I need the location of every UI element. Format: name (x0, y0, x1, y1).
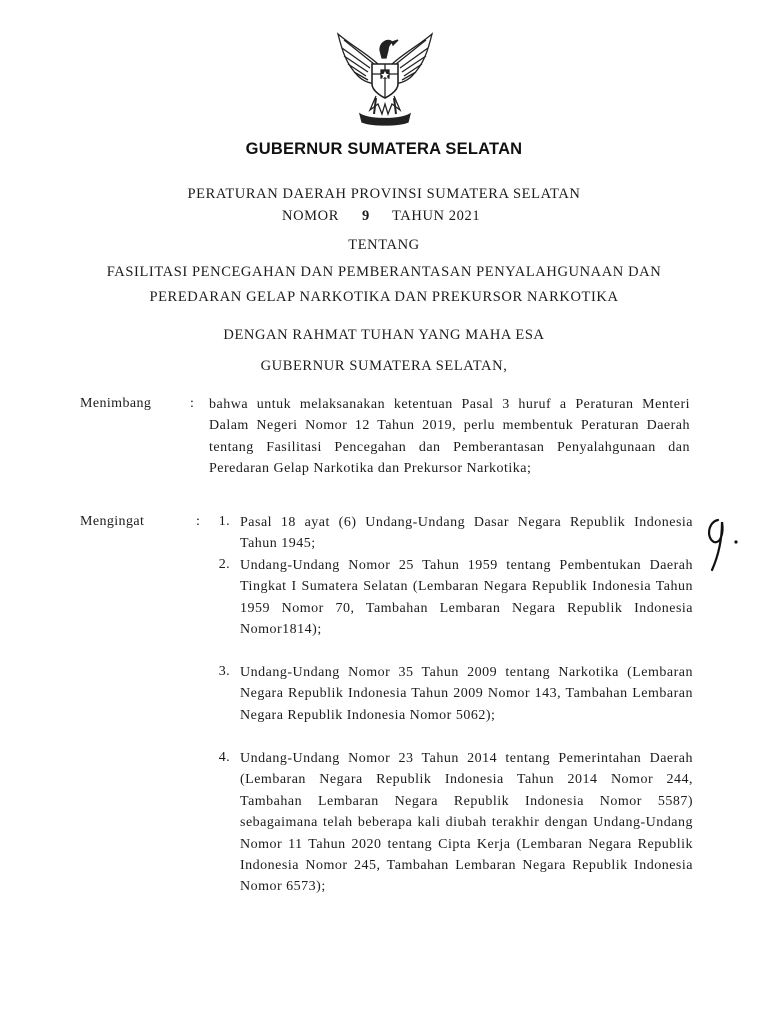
menimbang-label: Menimbang (80, 396, 152, 411)
item-number: 2. (218, 557, 230, 572)
governor-title: GUBERNUR SUMATERA SELATAN (245, 140, 523, 158)
regulation-type: PERATURAN DAERAH PROVINSI SUMATERA SELATAN (187, 186, 581, 202)
menimbang-colon: : (190, 396, 194, 411)
item-text: Undang-Undang Nomor 35 Tahun 2009 tentang Narkotika (Lembaran Negara Republik Indonesia Tahun 2009 Nomor 143, Tambahan Lembaran Negara Republik Indonesia Nomor 5062); (240, 665, 693, 723)
item-number: 4. (218, 750, 230, 765)
nomor-number: 9 (362, 208, 370, 224)
item-text: Undang-Undang Nomor 25 Tahun 1959 tentang Pembentukan Daerah Tingkat I Sumatera Selatan (Lembaran Negara Republik Indonesia Tahun 1959 Nomor 70, Tambahan Lembaran Negara Republik Indonesia Nomor1814); (240, 558, 693, 638)
item-number: 1. (218, 514, 230, 529)
item-text: Undang-Undang Nomor 23 Tahun 2014 tentang Pemerintahan Daerah (Lembaran Negara Republik Indonesia Tahun 2014 Nomor 244, Tambahan Lembaran Negara Republik Indonesia Nomor 5587) sebagaimana telah beberapa kali diubah terakhir dengan Undang-Undang Nomor 11 Tahun 2020 tentang Cipta Kerja (Lembaran Negara Republik Indonesia Nomor 245, Tambahan Lembaran Negara Republik Indonesia Nomor 6573); (240, 751, 693, 895)
item-text: Pasal 18 ayat (6) Undang-Undang Dasar Negara Republik Indonesia Tahun 1945; (240, 515, 693, 552)
item-number: 3. (218, 664, 230, 679)
nomor-label: NOMOR (282, 208, 339, 224)
year-label: TAHUN 2021 (392, 208, 481, 224)
mengingat-colon: : (196, 514, 200, 529)
preamble: DENGAN RAHMAT TUHAN YANG MAHA ESA (223, 327, 545, 343)
subject-line-1: FASILITASI PENCEGAHAN DAN PEMBERANTASAN PENYALAHGUNAAN DAN (106, 264, 662, 280)
menimbang-text: bahwa untuk melaksanakan ketentuan Pasal 3 huruf a Peraturan Menteri Dalam Negeri Nomor 12 Tahun 2019, perlu membentuk Peraturan Daerah tentang Fasilitasi Pencegahan dan Pemberantasan Penyalahgunaan dan Peredaran Gelap Narkotika dan Prekursor Narkotika; (209, 397, 690, 477)
mengingat-label: Mengingat (80, 514, 145, 529)
tentang-heading: TENTANG (348, 237, 420, 253)
garuda-emblem-icon (330, 24, 440, 128)
subject-line-2: PEREDARAN GELAP NARKOTIKA DAN PREKURSOR NARKOTIKA (149, 289, 619, 305)
issuer: GUBERNUR SUMATERA SELATAN, (260, 358, 508, 374)
handwritten-initial-icon (702, 512, 746, 574)
